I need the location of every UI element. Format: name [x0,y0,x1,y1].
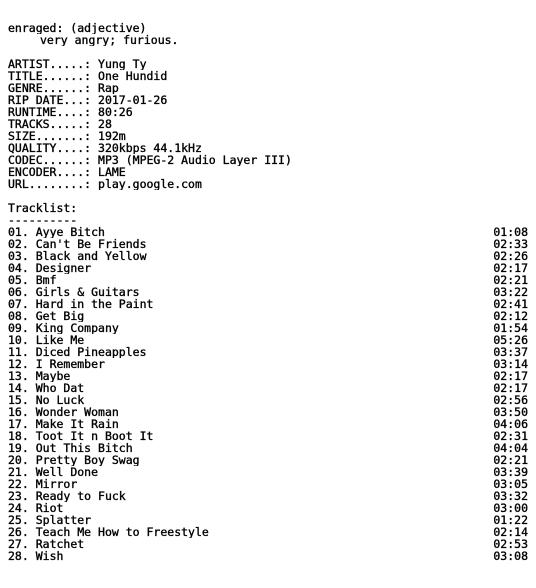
track-duration: 03:32 [493,490,528,502]
track-title: Can't Be Friends [35,238,147,250]
track-row [8,370,528,382]
track-row [8,454,528,466]
spacer [8,46,528,58]
track-number: 10. [8,334,29,346]
track-row [8,550,528,562]
track-row [8,226,528,238]
track-title: Girls & Guitars [35,286,140,298]
track-left [8,394,84,406]
track-number: 08. [8,310,29,322]
info-row [8,118,528,130]
track-title: Mirror [35,478,78,490]
track-number: 25. [8,514,29,526]
track-row [8,490,528,502]
track-number: 01. [8,226,29,238]
info-value: 80:26 [98,106,133,118]
track-duration: 02:17 [493,370,528,382]
track-row [8,502,528,514]
track-number: 19. [8,442,29,454]
track-left [8,322,119,334]
track-title: Ayye Bitch [35,226,105,238]
info-value: MP3 (MPEG-2 Audio Layer III) [98,154,292,166]
track-duration: 02:14 [493,526,528,538]
track-row [8,406,528,418]
info-label: RIP DATE...: [8,94,92,106]
track-number: 07. [8,298,29,310]
info-label: GENRE......: [8,82,92,94]
track-row [8,418,528,430]
track-number: 04. [8,262,29,274]
track-title: Wonder Woman [35,406,119,418]
track-row [8,322,528,334]
track-number: 17. [8,418,29,430]
info-row [8,82,528,94]
info-row [8,94,528,106]
track-duration: 01:22 [493,514,528,526]
track-row [8,478,528,490]
track-row [8,430,528,442]
info-label: RUNTIME....: [8,106,92,118]
track-number: 12. [8,358,29,370]
track-title: Hard in the Paint [35,298,154,310]
track-number: 16. [8,406,29,418]
info-row [8,130,528,142]
track-row [8,538,528,550]
info-label: URL........: [8,178,92,190]
track-duration: 01:08 [493,226,528,238]
track-number: 18. [8,430,29,442]
track-left [8,358,105,370]
track-duration: 03:05 [493,478,528,490]
tracklist [8,226,528,562]
track-number: 02. [8,238,29,250]
info-value: Yung Ty [98,58,147,70]
track-left [8,454,140,466]
track-duration: 03:08 [493,550,528,562]
info-row [8,154,528,166]
track-left [8,346,147,358]
info-label: TRACKS.....: [8,118,92,130]
track-duration: 04:06 [493,418,528,430]
info-value: 192m [98,130,126,142]
info-row [8,70,528,82]
track-title: Maybe [35,370,71,382]
track-title: Pretty Boy Swag [35,454,140,466]
track-title: King Company [35,322,119,334]
track-duration: 02:31 [493,430,528,442]
track-left [8,286,140,298]
track-duration: 03:39 [493,466,528,478]
track-number: 15. [8,394,29,406]
track-left [8,430,153,442]
track-left [8,406,119,418]
track-left [8,490,126,502]
track-duration: 03:37 [493,346,528,358]
info-row [8,58,528,70]
track-duration: 02:41 [493,298,528,310]
track-duration: 02:12 [493,310,528,322]
track-number: 05. [8,274,29,286]
track-row [8,358,528,370]
info-label: ARTIST.....: [8,58,92,70]
info-row [8,178,528,190]
track-duration: 02:21 [493,274,528,286]
track-left [8,502,63,514]
track-row [8,262,528,274]
info-row [8,142,528,154]
track-left [8,382,84,394]
info-value: 28 [98,118,112,130]
track-row [8,442,528,454]
track-number: 24. [8,502,29,514]
track-duration: 02:33 [493,238,528,250]
track-duration: 02:26 [493,250,528,262]
track-left [8,442,133,454]
track-number: 06. [8,286,29,298]
track-duration: 02:56 [493,394,528,406]
track-left [8,550,63,562]
info-row [8,106,528,118]
track-left [8,310,84,322]
tracklist-heading: Tracklist: [8,202,78,214]
track-duration: 03:14 [493,358,528,370]
track-duration: 02:17 [493,262,528,274]
track-duration: 04:04 [493,442,528,454]
track-number: 27. [8,538,29,550]
info-label: QUALITY....: [8,142,92,154]
info-row [8,166,528,178]
track-row [8,394,528,406]
track-left [8,298,153,310]
track-number: 22. [8,478,29,490]
release-info [8,58,528,190]
info-value: play.google.com [98,178,202,190]
track-number: 21. [8,466,29,478]
track-row [8,286,528,298]
track-row [8,334,528,346]
track-row [8,274,528,286]
info-label: SIZE.......: [8,130,92,142]
info-label: ENCODER....: [8,166,92,178]
track-row [8,382,528,394]
track-title: Well Done [35,466,99,478]
track-left [8,274,57,286]
track-title: Wish [35,550,64,562]
track-title: Designer [35,262,92,274]
track-duration: 05:26 [493,334,528,346]
track-left [8,538,84,550]
track-title: Get Big [35,310,85,322]
track-row [8,298,528,310]
track-left [8,514,91,526]
track-title: Bmf [35,274,57,286]
track-title: Ready to Fuck [35,490,126,502]
track-number: 11. [8,346,29,358]
track-title: Black and Yellow [35,250,147,262]
track-title: Splatter [35,514,92,526]
track-title: Teach Me How to Freestyle [35,526,209,538]
info-value: One Hundid [98,70,168,82]
track-title: Diced Pineapples [35,346,147,358]
info-value: LAME [98,166,126,178]
info-value: 320kbps 44.1kHz [98,142,202,154]
definition-term: enraged: (adjective) [8,22,147,34]
track-number: 23. [8,490,29,502]
track-duration: 03:22 [493,286,528,298]
track-title: I Remember [35,358,105,370]
track-number: 09. [8,322,29,334]
track-left [8,334,84,346]
track-duration: 03:00 [493,502,528,514]
info-value: Rap [98,82,119,94]
nfo-document [8,22,528,562]
track-row [8,526,528,538]
track-duration: 02:21 [493,454,528,466]
track-row [8,238,528,250]
track-title: Out This Bitch [35,442,133,454]
spacer [8,190,528,202]
track-number: 28. [8,550,29,562]
track-title: No Luck [35,394,85,406]
track-left [8,370,70,382]
track-number: 14. [8,382,29,394]
track-title: Make It Rain [35,418,119,430]
track-duration: 02:53 [493,538,528,550]
tracklist-underline: ---------- [8,214,78,226]
track-row [8,514,528,526]
track-left [8,262,91,274]
track-title: Like Me [35,334,85,346]
track-row [8,310,528,322]
track-title: Who Dat [35,382,85,394]
info-label: TITLE......: [8,70,92,82]
track-title: Toot It n Boot It [35,430,154,442]
track-left [8,466,98,478]
track-number: 13. [8,370,29,382]
track-row [8,466,528,478]
info-label: CODEC......: [8,154,92,166]
track-duration: 02:17 [493,382,528,394]
track-number: 20. [8,454,29,466]
track-left [8,238,147,250]
track-left [8,526,209,538]
track-duration: 03:50 [493,406,528,418]
track-left [8,226,105,238]
definition-meaning: very angry; furious. [40,34,179,46]
track-title: Riot [35,502,64,514]
track-left [8,478,77,490]
track-title: Ratchet [35,538,85,550]
track-row [8,346,528,358]
info-value: 2017-01-26 [98,94,168,106]
track-left [8,250,147,262]
track-number: 03. [8,250,29,262]
track-row [8,250,528,262]
track-number: 26. [8,526,29,538]
track-duration: 01:54 [493,322,528,334]
track-left [8,418,119,430]
